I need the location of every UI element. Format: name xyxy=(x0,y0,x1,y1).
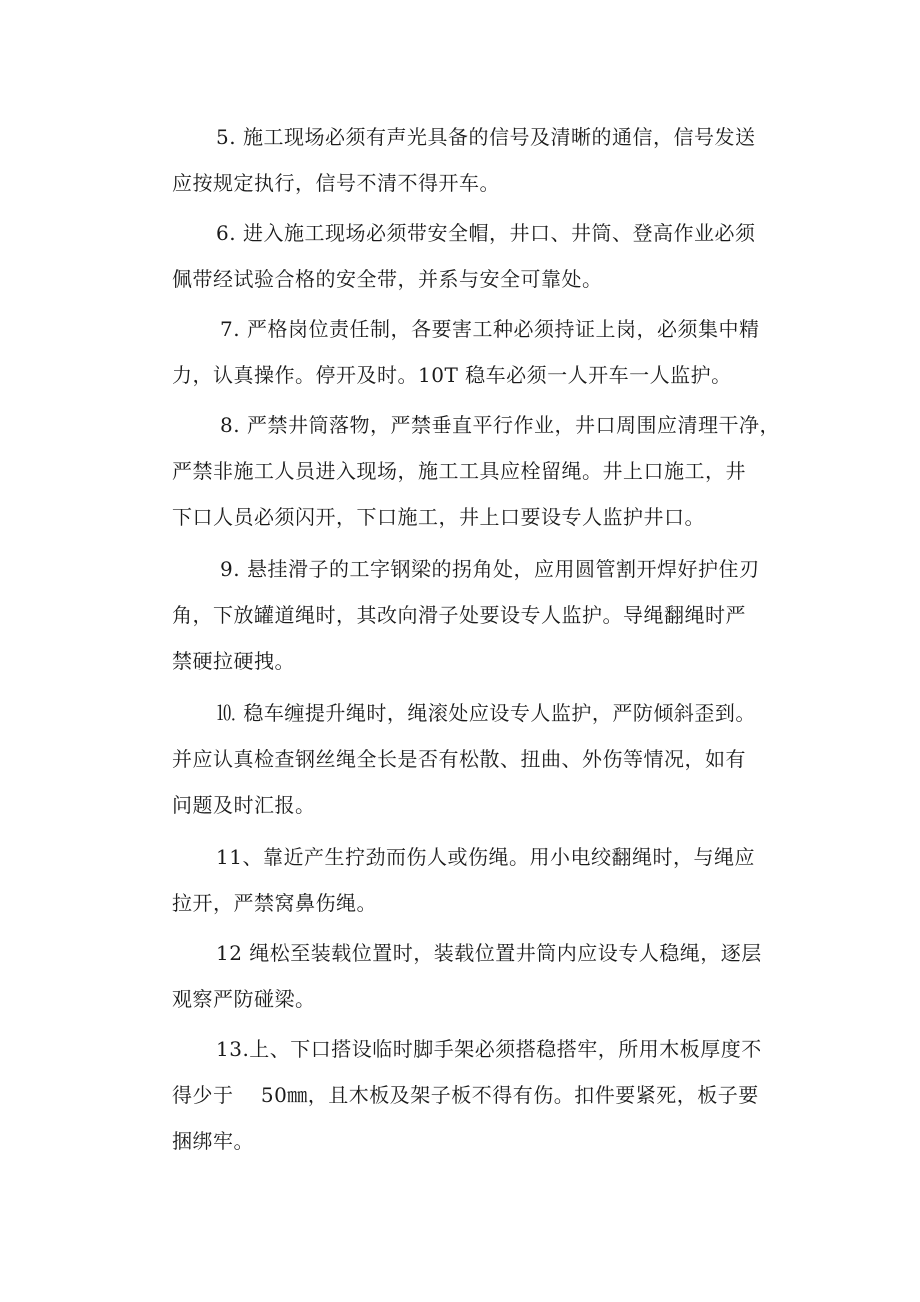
paragraph-line: 13.上、下口搭设临时脚手架必须搭稳搭牢，所用木板厚度不 xyxy=(216,1037,762,1061)
paragraph-10 xyxy=(172,690,782,828)
paragraph-line: 角，下放罐道绳时，其改向滑子处要设专人监护。导绳翻绳时严 xyxy=(172,603,746,627)
paragraph-line: 下口人员必须闪开，下口施工，井上口要设专人监护井口。 xyxy=(172,505,705,529)
paragraph-line: 力，认真操作。停开及时。10T 稳车必须一人开车一人监护。 xyxy=(172,363,732,387)
paragraph-5 xyxy=(172,114,782,206)
paragraph-line: 12 绳松至装载位置时，装载位置井筒内应设专人稳绳，逐层 xyxy=(216,941,762,965)
paragraph-9 xyxy=(172,546,782,684)
paragraph-line: 禁硬拉硬拽。 xyxy=(172,649,295,673)
paragraph-12 xyxy=(172,930,782,1022)
paragraph-line: 拉开，严禁窝鼻伤绳。 xyxy=(172,891,377,915)
paragraph-line: 观察严防碰梁。 xyxy=(172,987,316,1011)
paragraph-line: 8. 严禁井筒落物，严禁垂直平行作业，井口周围应清理干净， xyxy=(220,413,780,437)
paragraph-line: 6. 进入施工现场必须带安全帽，井口、井筒、登高作业必须 xyxy=(216,221,756,245)
paragraph-11 xyxy=(172,834,782,926)
paragraph-line: 11、靠近产生拧劲而伤人或伤绳。用小电绞翻绳时，与绳应 xyxy=(216,845,755,869)
paragraph-line: 应按规定执行，信号不清不得开车。 xyxy=(172,171,500,195)
paragraph-line: 捆绑牢。 xyxy=(172,1129,254,1153)
paragraph-line: 佩带经试验合格的安全带，并系与安全可靠处。 xyxy=(172,267,603,291)
paragraph-line: 9. 悬挂滑子的工字钢梁的拐角处，应用圆管割开焊好护住刃 xyxy=(220,557,760,581)
paragraph-line: 7. 严格岗位责任制，各要害工种必须持证上岗，必须集中精 xyxy=(220,317,760,341)
paragraph-line: 得少于 50㎜，且木板及架子板不得有伤。扣件要紧死，板子要 xyxy=(172,1083,759,1107)
paragraph-line: 5. 施工现场必须有声光具备的信号及清晰的通信，信号发送 xyxy=(216,125,756,149)
paragraph-line: ⒑ 稳车缠提升绳时，绳滚处应设专人监护，严防倾斜歪到。 xyxy=(216,701,756,725)
paragraph-line: 严禁非施工人员进入现场，施工工具应栓留绳。井上口施工，井 xyxy=(172,459,746,483)
paragraph-line: 问题及时汇报。 xyxy=(172,793,316,817)
paragraph-13 xyxy=(172,1026,782,1164)
paragraph-line: 并应认真检查钢丝绳全长是否有松散、扭曲、外伤等情况，如有 xyxy=(172,747,746,771)
paragraph-7 xyxy=(172,306,782,398)
paragraph-6 xyxy=(172,210,782,302)
paragraph-8 xyxy=(172,402,782,540)
